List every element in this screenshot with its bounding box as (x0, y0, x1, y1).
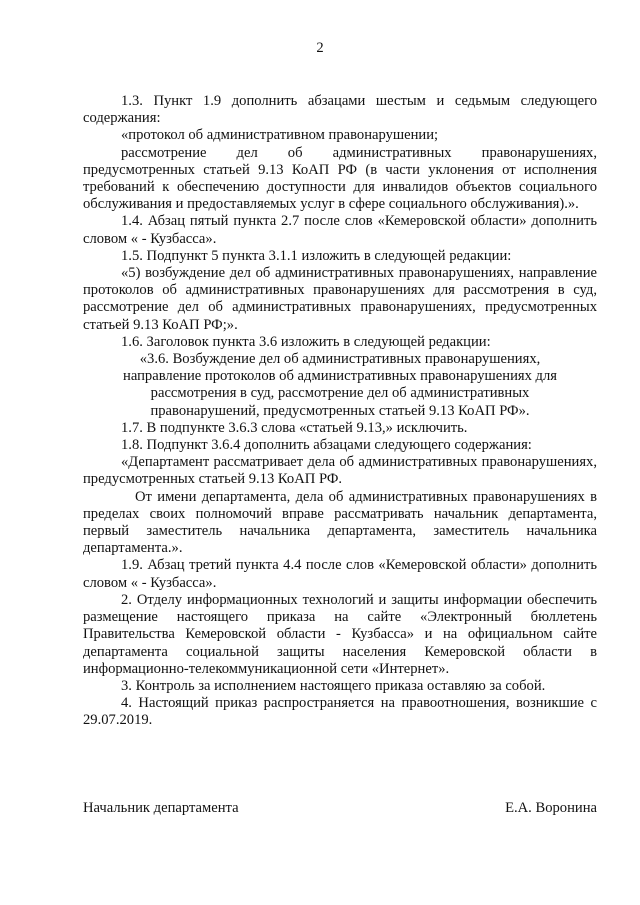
paragraph-1-3: 1.3. Пункт 1.9 дополнить абзацами шестым и седьмым следующего содержания: (83, 93, 597, 127)
paragraph-on-behalf: От имени департамента, дела об административных правонарушениях в пределах своих полномочий вправе рассматривать начальник департамента, первый заместитель начальника департамента, заместитель начальника департамента.». (83, 488, 597, 557)
paragraph-1-8: 1.8. Подпункт 3.6.4 дополнить абзацами следующего содержания: (121, 437, 532, 454)
paragraph-1-6: 1.6. Заголовок пункта 3.6 изложить в следующей редакции: (121, 333, 491, 350)
paragraph-1-7: 1.7. В подпункте 3.6.3 слова «статьей 9.13,» исключить. (121, 419, 468, 436)
paragraph-3: 3. Контроль за исполнением настоящего приказа оставляю за собой. (121, 677, 546, 694)
paragraph-1-9: 1.9. Абзац третий пункта 4.4 после слов «Кемеровской области» дополнить словом « - Кузбасса». (83, 557, 597, 591)
page-number: 2 (316, 40, 324, 56)
paragraph-1-4: 1.4. Абзац пятый пункта 2.7 после слов «Кемеровской области» дополнить словом « - Кузбасса». (83, 213, 597, 247)
paragraph-heading-3-6: «3.6. Возбуждение дел об административных правонарушениях, направление протоколов об административных правонарушениях для рассмотрения в суд, рассмотрение дел об административных правонарушений, предусмотренных статьей 9.13 КоАП РФ». (123, 351, 557, 419)
paragraph-quote-protocol: «протокол об административном правонарушении; (121, 127, 439, 144)
document-body (83, 93, 597, 730)
paragraph-1-5: 1.5. Подпункт 5 пункта 3.1.1 изложить в следующей редакции: (121, 247, 512, 264)
paragraph-quote-department: «Департамент рассматривает дела об административных правонарушениях, предусмотренных статьей 9.13 КоАП РФ. (83, 454, 597, 488)
paragraph-4: 4. Настоящий приказ распространяется на правоотношения, возникшие с 29.07.2019. (83, 695, 597, 729)
paragraph-quote-consideration: рассмотрение дел об административных правонарушениях, предусмотренных статьей 9.13 КоАП РФ (в части уклонения от исполнения требований к обеспечению доступности для инвалидов объектов социального обслуживания и предоставляемых услуг в сфере социального обслуживания).». (83, 144, 597, 213)
signatory-name: Е.А. Воронина (505, 800, 597, 816)
paragraph-2: 2. Отделу информационных технологий и защиты информации обеспечить размещение настоящего приказа на сайте «Электронный бюллетень Правительства Кемеровской области - Кузбасса» и на официальном сайте департамента социальной защиты населения Кемеровской области в информационно-телекоммуникационной сети «Интернет». (83, 591, 597, 677)
paragraph-quote-5: «5) возбуждение дел об административных правонарушениях, направление протоколов об административных правонарушениях для рассмотрения в суд, рассмотрение дел об административных правонарушениях, предусмотренных статьей 9.13 КоАП РФ;». (83, 265, 597, 333)
signatory-position: Начальник департамента (83, 800, 239, 816)
